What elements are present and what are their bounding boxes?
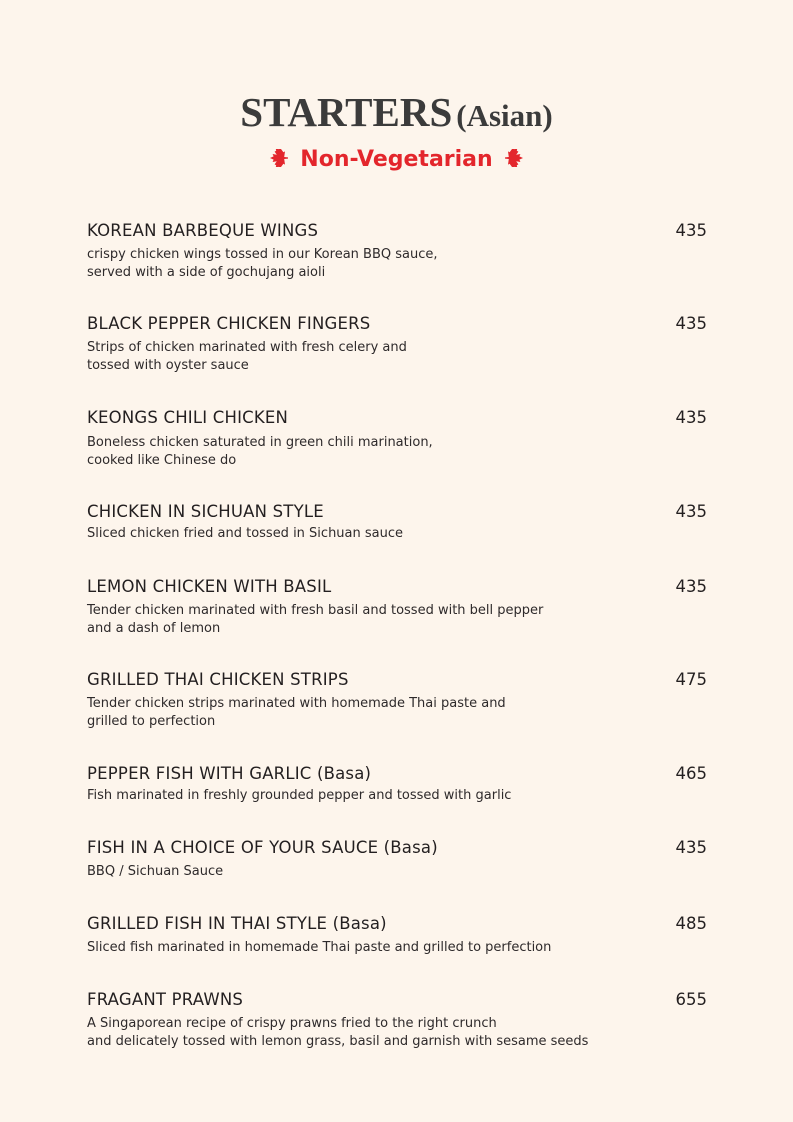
menu-item — [87, 838, 707, 881]
item-description-line: Boneless chicken saturated in green chili marination, — [87, 435, 433, 450]
menu-item — [87, 408, 707, 470]
item-price: 435 — [675, 577, 707, 596]
item-name: BLACK PEPPER CHICKEN FINGERS — [87, 314, 371, 333]
item-price: 435 — [675, 838, 707, 857]
item-name: GRILLED THAI CHICKEN STRIPS — [87, 670, 349, 689]
item-description-line: BBQ / Sichuan Sauce — [87, 864, 224, 879]
item-description-line: Tender chicken strips marinated with homemade Thai paste and — [87, 696, 506, 711]
item-price: 435 — [675, 221, 707, 240]
menu-item — [87, 577, 707, 638]
item-price: 435 — [675, 314, 707, 333]
item-name: FISH IN A CHOICE OF YOUR SAUCE (Basa) — [87, 838, 438, 857]
menu-item — [87, 502, 707, 543]
item-description — [87, 339, 707, 375]
item-name: GRILLED FISH IN THAI STYLE (Basa) — [87, 914, 387, 933]
item-price: 485 — [675, 914, 707, 933]
item-description — [87, 787, 707, 805]
menu-item — [87, 764, 707, 805]
item-description-line: Strips of chicken marinated with fresh celery and — [87, 340, 407, 355]
item-price: 465 — [675, 764, 707, 783]
item-description — [87, 939, 707, 957]
item-description — [87, 1015, 707, 1051]
item-name: LEMON CHICKEN WITH BASIL — [87, 577, 332, 596]
item-name: KOREAN BARBEQUE WINGS — [87, 221, 319, 240]
menu-item — [87, 670, 707, 731]
item-description — [87, 602, 707, 638]
item-description — [87, 246, 707, 282]
title-main: STARTERS — [240, 89, 453, 135]
item-description-line: and delicately tossed with lemon grass, basil and garnish with sesame seeds — [87, 1034, 589, 1049]
menu-item — [87, 990, 707, 1051]
section-subtitle — [0, 146, 793, 174]
menu-item — [87, 221, 707, 282]
menu-item — [87, 914, 707, 957]
maple-leaf-icon — [503, 149, 525, 167]
item-description-line: Sliced fish marinated in homemade Thai paste and grilled to perfection — [87, 940, 552, 955]
item-price: 655 — [675, 990, 707, 1009]
item-description-line: A Singaporean recipe of crispy prawns fried to the right crunch — [87, 1016, 497, 1031]
item-description — [87, 525, 707, 543]
item-description — [87, 434, 707, 470]
menu-item — [87, 314, 707, 375]
item-description-line: tossed with oyster sauce — [87, 358, 249, 373]
subtitle-text: Non-Vegetarian — [300, 147, 493, 172]
item-description-line: grilled to perfection — [87, 714, 216, 729]
item-price: 435 — [675, 502, 707, 521]
item-name: CHICKEN IN SICHUAN STYLE — [87, 502, 324, 521]
item-description-line: served with a side of gochujang aioli — [87, 265, 326, 280]
item-description-line: Fish marinated in freshly grounded pepper and tossed with garlic — [87, 788, 512, 803]
item-description — [87, 695, 707, 731]
page-title — [0, 89, 793, 135]
item-description — [87, 863, 707, 881]
item-description-line: crispy chicken wings tossed in our Korean BBQ sauce, — [87, 247, 438, 262]
item-price: 475 — [675, 670, 707, 689]
title-sub: (Asian) — [456, 98, 553, 133]
item-description-line: Sliced chicken fried and tossed in Sichuan sauce — [87, 526, 404, 541]
item-name: KEONGS CHILI CHICKEN — [87, 408, 289, 427]
item-description-line: cooked like Chinese do — [87, 453, 237, 468]
item-description-line: Tender chicken marinated with fresh basil and tossed with bell pepper — [87, 603, 544, 618]
item-name: PEPPER FISH WITH GARLIC (Basa) — [87, 764, 372, 783]
item-name: FRAGANT PRAWNS — [87, 990, 244, 1009]
maple-leaf-icon — [268, 149, 290, 167]
item-description-line: and a dash of lemon — [87, 621, 221, 636]
item-price: 435 — [675, 408, 707, 427]
